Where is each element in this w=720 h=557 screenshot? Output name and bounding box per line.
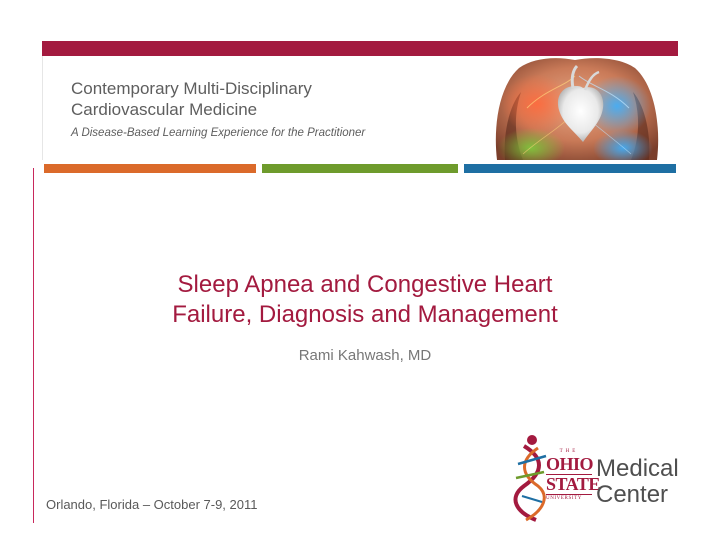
- banner-title: [71, 78, 312, 120]
- event-location-date: Orlando, Florida – October 7-9, 2011: [46, 497, 258, 512]
- osu-medical-center-logo: [510, 432, 690, 522]
- medical-line: Medical: [596, 455, 679, 482]
- center-line: Center: [596, 481, 669, 508]
- osu-state: STATE: [546, 474, 600, 494]
- accent-bar-orange: [44, 164, 256, 173]
- slide-title-line-2: Failure, Diagnosis and Management: [172, 301, 558, 328]
- slide-title-line-1: Sleep Apnea and Congestive Heart: [177, 271, 553, 298]
- left-accent-rule: [33, 168, 34, 523]
- torso-heart-image: [475, 56, 679, 160]
- author-name: Rami Kahwash, MD: [298, 347, 432, 364]
- accent-bar-blue: [464, 164, 676, 173]
- accent-bar-green: [262, 164, 458, 173]
- course-banner: [42, 56, 679, 160]
- osu-the: THE: [559, 449, 579, 454]
- medical-center-text: [596, 456, 679, 508]
- banner-subtitle: A Disease-Based Learning Experience for the Practitioner: [71, 127, 366, 139]
- banner-title-line-2: Cardiovascular Medicine: [71, 100, 258, 119]
- osu-university: UNIVERSITY: [546, 494, 592, 502]
- osu-ohio: OHIO: [546, 454, 594, 474]
- slide-title: [100, 270, 630, 330]
- banner-title-line-1: Contemporary Multi-Disciplinary: [71, 79, 312, 98]
- osu-wordmark: [546, 448, 600, 502]
- banner-top-bar: [42, 41, 678, 56]
